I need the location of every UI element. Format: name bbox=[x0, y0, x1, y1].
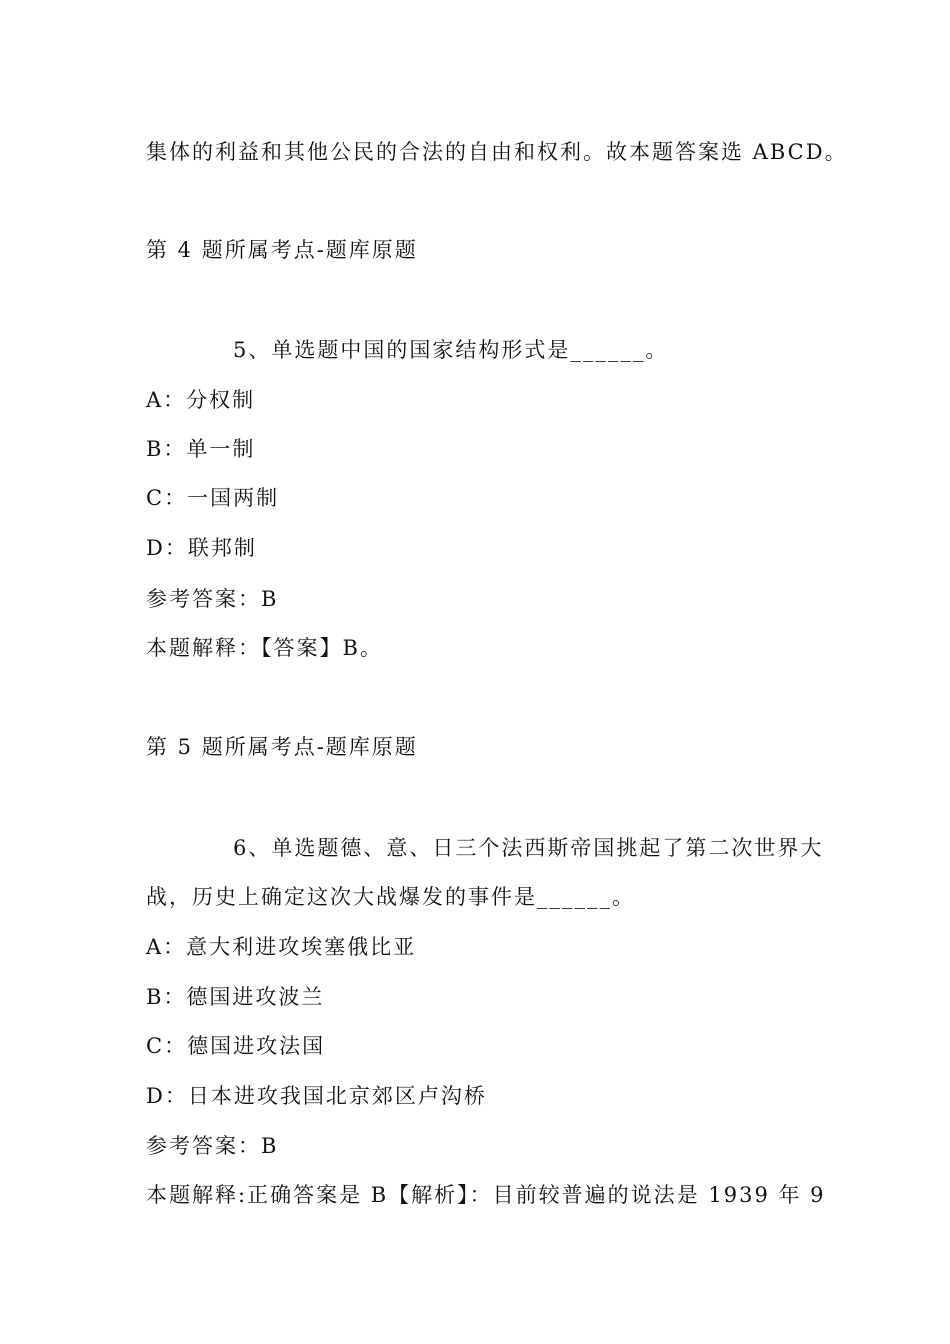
q5-stem: 5、单选题中国的国家结构形式是______。 bbox=[233, 338, 669, 362]
q6-option-a: A：意大利进攻埃塞俄比亚 bbox=[146, 935, 417, 959]
q5-option-a: A：分权制 bbox=[146, 388, 256, 412]
q5-source: 第 5 题所属考点-题库原题 bbox=[146, 735, 418, 759]
q5-option-c: C：一国两制 bbox=[146, 486, 280, 510]
q6-stem-line2: 战，历史上确定这次大战爆发的事件是______。 bbox=[146, 885, 635, 909]
q6-explanation: 本题解释:正确答案是 B【解析】：目前较普遍的说法是 1939 年 9 bbox=[146, 1183, 826, 1207]
q4-source: 第 4 题所属考点-题库原题 bbox=[146, 238, 418, 262]
q6-option-c: C：德国进攻法国 bbox=[146, 1034, 326, 1058]
q6-option-d: D：日本进攻我国北京郊区卢沟桥 bbox=[146, 1084, 487, 1108]
q5-option-d: D：联邦制 bbox=[146, 536, 257, 560]
q6-answer: 参考答案：B bbox=[146, 1134, 279, 1158]
q5-explanation: 本题解释：【答案】B。 bbox=[146, 636, 383, 660]
q5-option-b: B：单一制 bbox=[146, 437, 256, 461]
q6-stem-line1: 6、单选题德、意、日三个法西斯帝国挑起了第二次世界大 bbox=[233, 836, 824, 860]
q6-option-b: B：德国进攻波兰 bbox=[146, 985, 325, 1009]
q5-answer: 参考答案：B bbox=[146, 587, 279, 611]
q4-explanation-end: 集体的利益和其他公民的合法的自由和权利。故本题答案选 ABCD。 bbox=[146, 140, 848, 164]
